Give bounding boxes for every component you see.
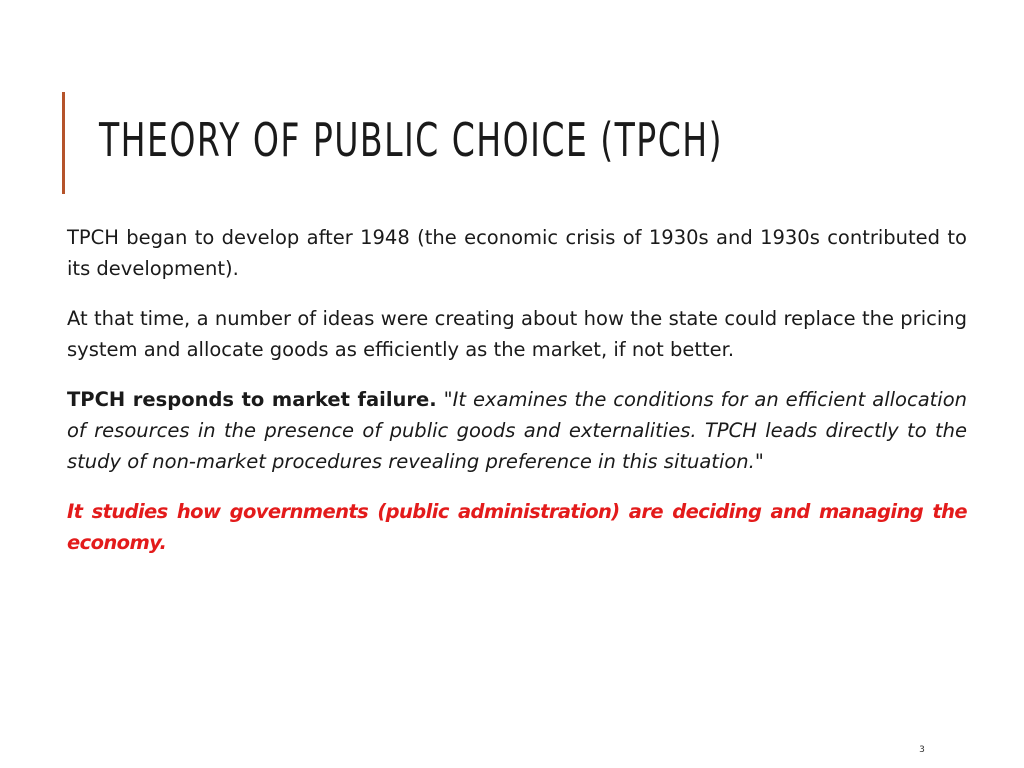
paragraph-origin: TPCH began to develop after 1948 (the economic crisis of 1930s and 1930s contributed to its development). <box>67 226 967 280</box>
slide-body <box>67 222 967 570</box>
market-failure-lead: TPCH responds to market failure. <box>67 388 437 411</box>
page-number: 3 <box>919 745 925 755</box>
slide-title: THEORY OF PUBLIC CHOICE (TPCH) <box>99 113 723 167</box>
title-accent-bar <box>62 92 65 194</box>
paragraph-market-failure <box>67 384 967 477</box>
market-failure-quote: "It examines the conditions for an efficient allocation of resources in the presence of public goods and externalities. TPCH leads directly to the study of non-market procedures revealing preference in this situation." <box>67 388 967 473</box>
paragraph-government-focus: It studies how governments (public administration) are deciding and managing the economy. <box>67 500 967 554</box>
paragraph-ideas: At that time, a number of ideas were creating about how the state could replace the pricing system and allocate goods as efficiently as the market, if not better. <box>67 307 967 361</box>
